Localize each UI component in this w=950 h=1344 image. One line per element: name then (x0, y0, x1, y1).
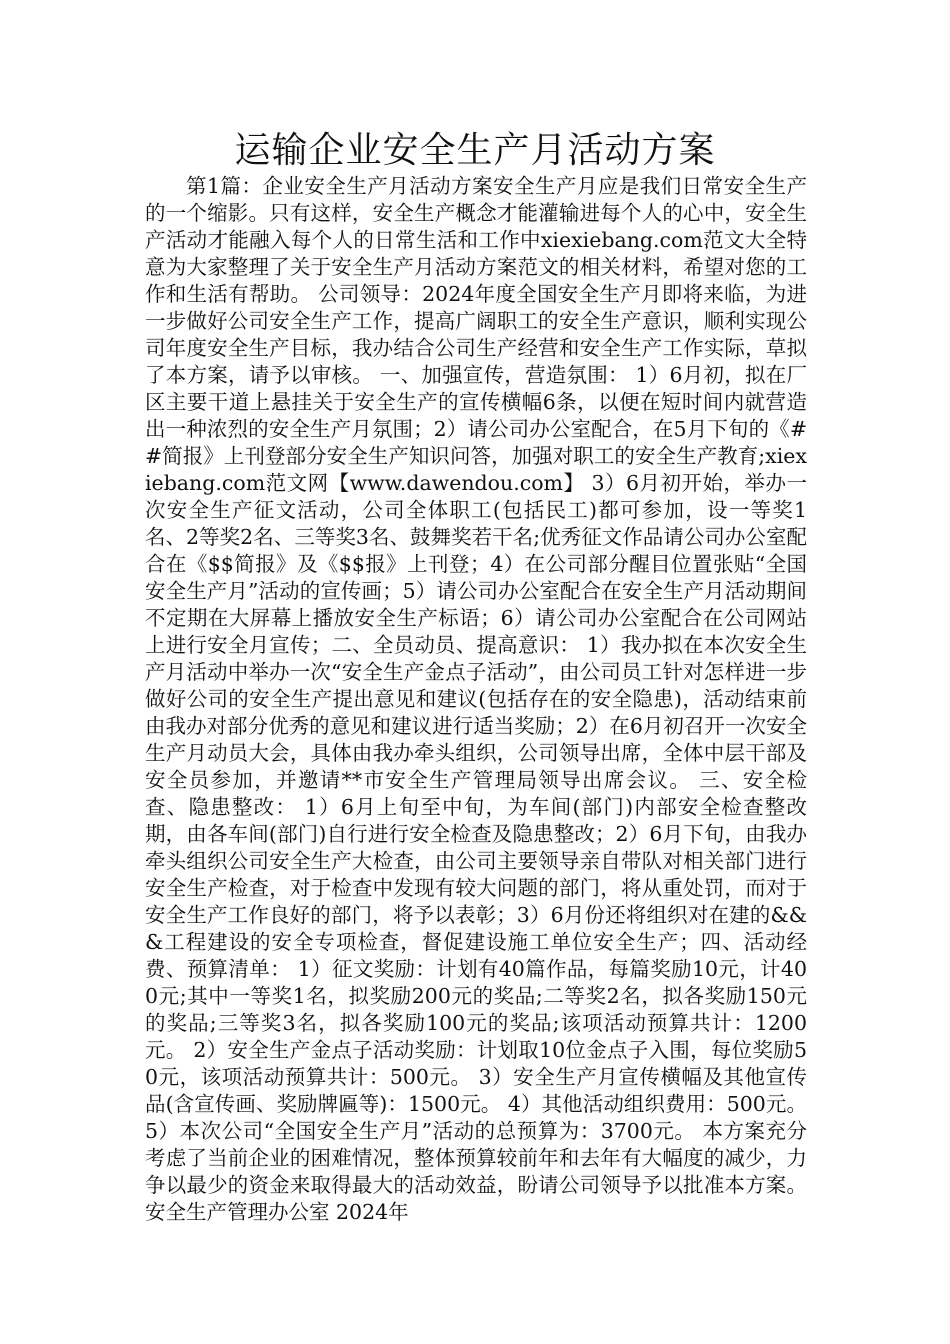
document-body-text: 第1篇：企业安全生产月活动方案安全生产月应是我们日常安全生产的一个缩影。只有这样，安全生产概念才能灌输进每个人的心中，安全生产活动才能融入每个人的日常生活和工作中xiexiebang.com范文大全特意为大家整理了关于安全生产月活动方案范文的相关材料，希望对您的工作和生活有帮助。 公司领导：2024年度全国安全生产月即将来临，为进一步做好公司安全生产工作，提高广阔职工的安全生产意识，顺利实现公司年度安全生产目标，我办结合公司生产经营和安全生产工作实际，草拟了本方案，请予以审核。 一、加强宣传，营造氛围： 1）6月初，拟在厂区主要干道上悬挂关于安全生产的宣传横幅6条，以便在短时间内就营造出一种浓烈的安全生产月氛围；2）请公司办公室配合，在5月下旬的《##简报》上刊登部分安全生产知识问答，加强对职工的安全生产教育;xiexiebang.com范文网【www.dawendou.com】 3）6月初开始，举办一次安全生产征文活动，公司全体职工(包括民工)都可参加，设一等奖1名、2等奖2名、三等奖3名、鼓舞奖若干名;优秀征文作品请公司办公室配合在《$$简报》及《$$报》上刊登；4）在公司部分醒目位置张贴“全国安全生产月”活动的宣传画；5）请公司办公室配合在安全生产月活动期间不定期在大屏幕上播放安全生产标语；6）请公司办公室配合在公司网站上进行安全月宣传；二、全员动员、提高意识： 1）我办拟在本次安全生产月活动中举办一次“安全生产金点子活动”，由公司员工针对怎样进一步做好公司的安全生产提出意见和建议(包括存在的安全隐患)，活动结束前由我办对部分优秀的意见和建议进行适当奖励；2）在6月初召开一次安全生产月动员大会，具体由我办牵头组织，公司领导出席，全体中层干部及安全员参加，并邀请**市安全生产管理局领导出席会议。 三、安全检查、隐患整改： 1）6月上旬至中旬，为车间(部门)内部安全检查整改期，由各车间(部门)自行进行安全检查及隐患整改；2）6月下旬，由我办牵头组织公司安全生产大检查，由公司主要领导亲自带队对相关部门进行安全生产检查，对于检查中发现有较大问题的部门，将从重处罚，而对于安全生产工作良好的部门，将予以表彰；3）6月份还将组织对在建的&&&工程建设的安全专项检查，督促建设施工单位安全生产；四、活动经费、预算清单： 1）征文奖励：计划有40篇作品，每篇奖励10元，计400元;其中一等奖1名，拟奖励200元的奖品;二等奖2名，拟各奖励150元的奖品;三等奖3名，拟各奖励100元的奖品;该项活动预算共计：1200元。 2）安全生产金点子活动奖励：计划取10位金点子入围，每位奖励50元，该项活动预算共计：500元。 3）安全生产月宣传横幅及其他宣传品(含宣传画、奖励牌匾等)：1500元。 4）其他活动组织费用：500元。 5）本次公司“全国安全生产月”活动的总预算为：3700元。 本方案充分考虑了当前企业的困难情况，整体预算较前年和去年有大幅度的减少，力争以最少的资金来取得最大的活动效益，盼请公司领导予以批准本方案。 安全生产管理办公室 2024年 (145, 174, 807, 1224)
document-title: 运输企业安全生产月活动方案 (234, 130, 716, 171)
